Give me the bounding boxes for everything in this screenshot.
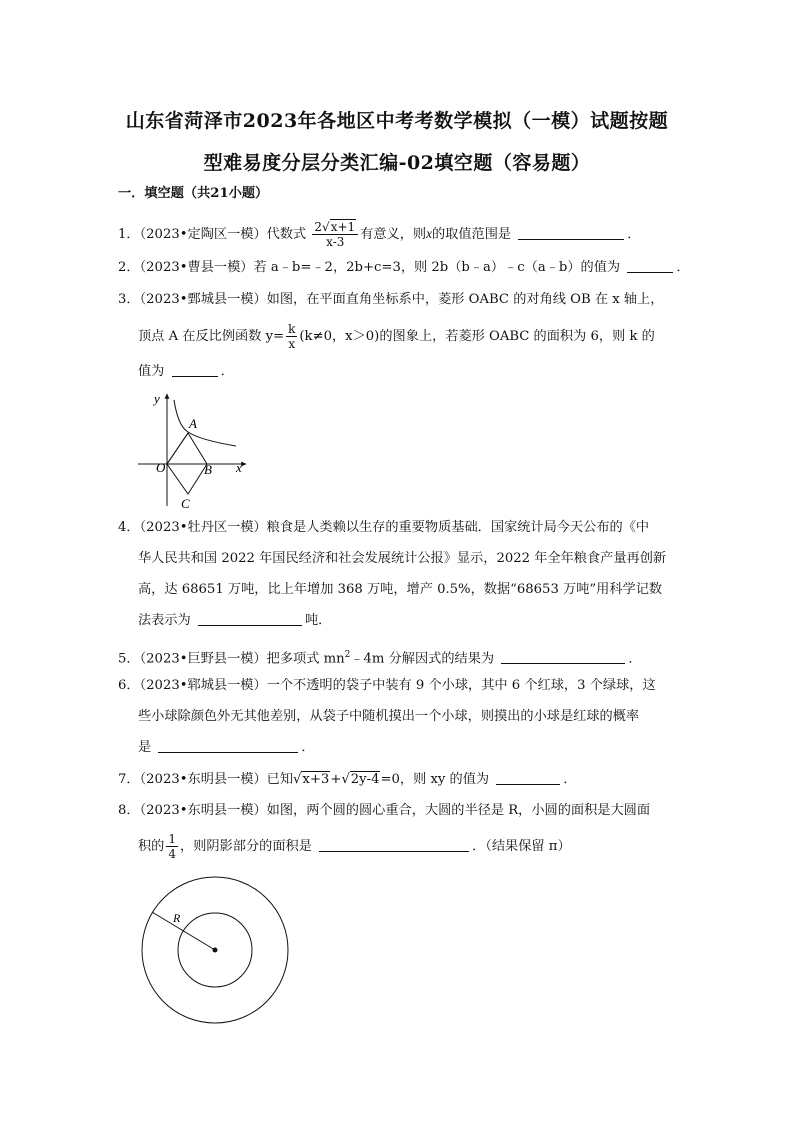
question-4-line-2: 华人民共和国 2022 年国民经济和社会发展统计公报》显示，2022 年全年粮食产量再创新 <box>138 551 667 566</box>
q1-text-a: 代数式 <box>266 227 307 242</box>
q1-answer-blank[interactable] <box>518 225 624 240</box>
q8-text-line-2c: ．（结果保留 π） <box>472 839 571 854</box>
q7-radicand-2: 2y-4 <box>350 772 380 787</box>
q5-superscript: 2 <box>344 650 351 660</box>
label-y: y <box>154 391 160 406</box>
q4-text-line-1: 粮食是人类赖以生存的重要物质基础．国家统计局今天公布的《中 <box>266 520 650 535</box>
q2-source: （2023•曹县一模） <box>139 260 254 275</box>
title-line-1: 山东省菏泽市2023年各地区中考考数学模拟（一模）试题按题 <box>125 110 669 132</box>
q8-fraction <box>166 832 178 861</box>
q1-frac-denominator: x-3 <box>326 235 345 249</box>
label-B: B <box>204 462 212 477</box>
q6-text-line-3: 是 <box>138 740 152 755</box>
question-7 <box>118 770 577 790</box>
q5-text-a: 把多项式 mn <box>266 651 345 667</box>
q3-text-line-1: 如图，在平面直角坐标系中，菱形 OABC 的对角线 OB 在 x 轴上， <box>266 292 664 307</box>
q8-answer-blank[interactable] <box>319 837 469 852</box>
question-6-line-1 <box>118 676 656 696</box>
q5-text-b: ﹣4m 分解因式的结果为 <box>350 651 495 667</box>
label-R: R <box>173 911 181 925</box>
q8-frac-num: 1 <box>168 832 177 846</box>
q6-source: （2023•郓城县一模） <box>139 678 267 693</box>
q1-source: （2023•定陶区一模） <box>139 227 267 242</box>
q3-answer-blank[interactable] <box>172 362 218 377</box>
q5-end: ． <box>628 651 642 667</box>
q5-answer-blank[interactable] <box>501 649 625 664</box>
q1-fraction: $\frac{2√x+1}{x-3}$ <box>312 220 358 249</box>
label-O: O <box>156 460 166 475</box>
q3-text-line-2a: 顶点 A 在反比例函数 y= <box>138 329 285 344</box>
q4-source: （2023•牡丹区一模） <box>139 520 267 535</box>
q8-source: （2023•东明县一模） <box>139 803 267 818</box>
q7-end: ． <box>563 772 577 787</box>
question-4-line-4 <box>138 611 331 631</box>
question-3-line-2 <box>138 322 655 351</box>
q3-text-line-3: 值为 <box>138 364 165 379</box>
q8-text-line-2a: 积的 <box>138 839 165 854</box>
label-A: A <box>189 416 197 431</box>
q3-number: 3． <box>118 292 140 307</box>
question-6-line-2: 些小球除颜色外无其他差别，从袋子中随机摸出一个小球，则摸出的小球是红球的概率 <box>138 709 640 724</box>
question-4-line-1 <box>118 518 649 538</box>
q1-text-b: 有意义，则 <box>360 227 427 242</box>
q7-radicand-1: x+3 <box>302 772 330 787</box>
q4-text-line-4a: 法表示为 <box>138 613 191 628</box>
question-2 <box>118 258 690 278</box>
question-3-line-1 <box>118 290 663 310</box>
q3-fraction <box>286 322 297 351</box>
radius-line <box>152 912 215 950</box>
q4-number: 4． <box>118 520 140 535</box>
question-8-line-2 <box>138 832 571 861</box>
q2-text: 若 a﹣b=﹣2，2b+c=3，则 2b（b﹣a）﹣c（a﹣b）的值为 <box>253 260 621 275</box>
label-x: x <box>236 460 242 475</box>
q6-number: 6． <box>118 678 140 693</box>
q8-text-line-2b: ，则阴影部分的面积是 <box>180 839 312 854</box>
q7-plus: + <box>330 772 342 787</box>
question-4-line-3: 高，达 68651 万吨，比上年增加 368 万吨，增产 0.5%，数据“68653 万吨”用科学记数 <box>138 582 663 597</box>
q3-rhombus-figure <box>130 388 260 512</box>
q8-frac-den: 4 <box>168 847 177 861</box>
q7-answer-blank[interactable] <box>496 770 560 785</box>
q1-frac-radicand: x+1 <box>330 220 356 234</box>
q7-sqrt-2: √2y-4 <box>341 772 380 787</box>
q7-text-a: 已知 <box>266 772 294 787</box>
q6-text-line-1: 一个不透明的袋子中装有 9 个小球，其中 6 个红球，3 个绿球，这 <box>266 678 656 693</box>
q8-text-line-1: 如图，两个圆的圆心重合，大圆的半径是 R，小圆的面积是大圆面 <box>266 803 651 818</box>
q6-answer-blank[interactable] <box>158 738 298 753</box>
question-8-line-1 <box>118 801 650 821</box>
q5-number: 5． <box>118 651 140 667</box>
q1-number: 1． <box>118 227 140 242</box>
center-point <box>213 948 218 953</box>
q3-source: （2023•鄄城县一模） <box>139 292 267 307</box>
q3-text-line-2b: (k≠0，x＞0)的图象上，若菱形 OABC 的面积为 6，则 k 的 <box>299 329 655 344</box>
q7-number: 7． <box>118 772 140 787</box>
q4-text-line-4b: 吨． <box>304 613 332 628</box>
q3-frac-den: x <box>288 337 296 351</box>
q4-answer-blank[interactable] <box>198 611 302 626</box>
q7-text-b: =0，则 xy 的值为 <box>380 772 490 787</box>
q7-source: （2023•东明县一模） <box>139 772 267 787</box>
q3-end: ． <box>220 364 234 379</box>
q2-number: 2． <box>118 260 140 275</box>
q7-sqrt-1: √x+3 <box>293 772 330 787</box>
question-1 <box>118 220 640 249</box>
q1-frac-coef: 2 <box>314 220 323 234</box>
q1-text-c: 的取值范围是 <box>431 227 512 242</box>
section-heading: 一．填空题（共21小题） <box>118 186 269 201</box>
question-3-line-3 <box>138 362 234 382</box>
q2-end: ． <box>676 260 690 275</box>
q3-frac-num: k <box>288 322 296 336</box>
question-6-line-3 <box>138 738 315 758</box>
q8-number: 8． <box>118 803 140 818</box>
q8-concentric-circles-figure <box>138 876 292 1026</box>
q2-answer-blank[interactable] <box>627 258 673 273</box>
q6-end: ． <box>301 740 315 755</box>
title-line-2: 型难易度分层分类汇编-02填空题（容易题） <box>203 152 591 174</box>
q1-end: ． <box>627 227 641 242</box>
q1-var: x <box>426 226 432 241</box>
q5-source: （2023•巨野县一模） <box>139 651 267 667</box>
label-C: C <box>181 496 190 511</box>
question-5 <box>118 645 642 669</box>
